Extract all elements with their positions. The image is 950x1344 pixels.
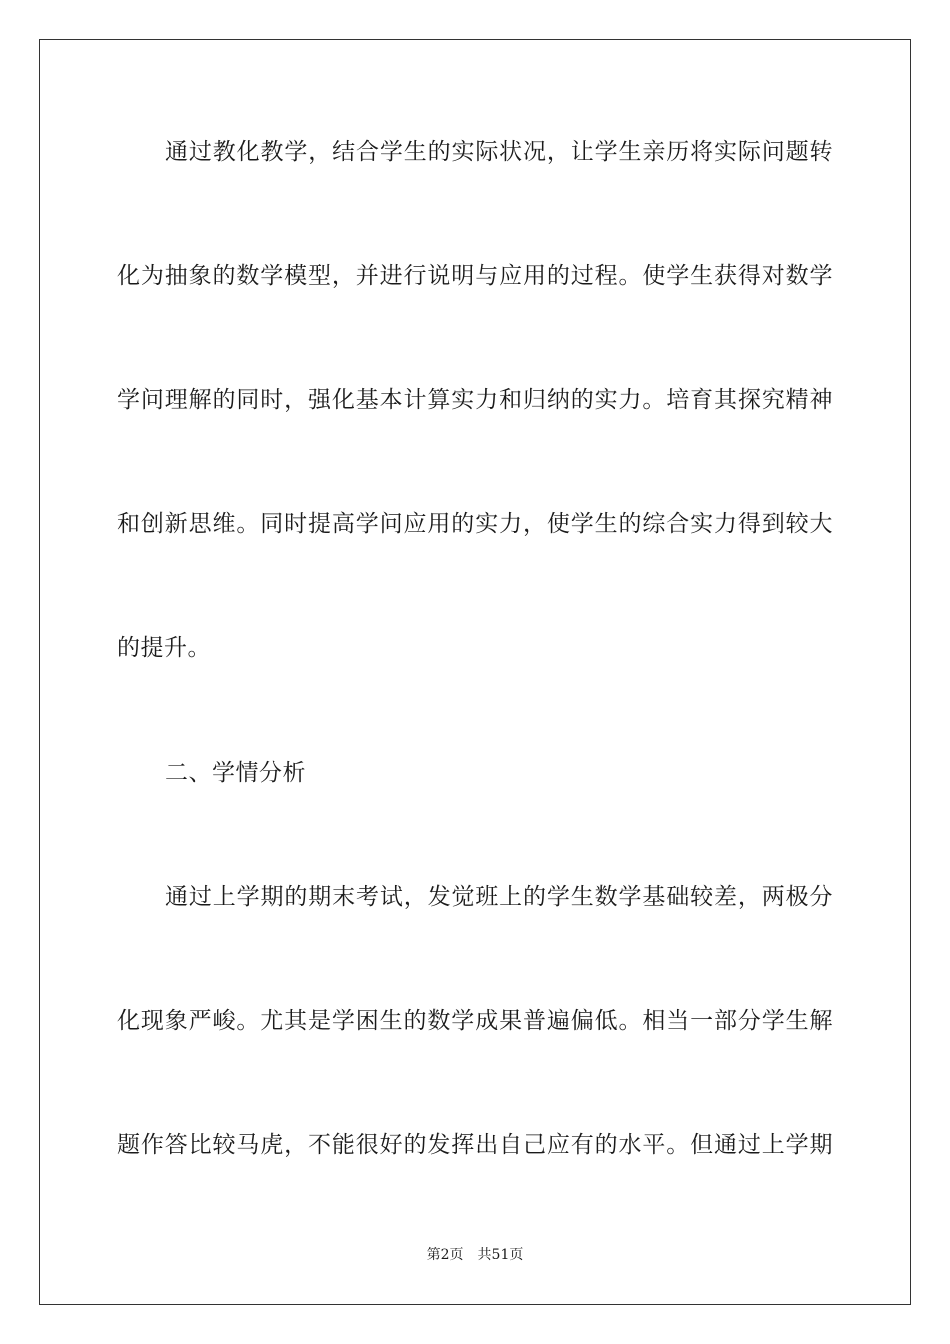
paragraph-line: 通过上学期的期末考试，发觉班上的学生数学基础较差，两极分 — [165, 884, 833, 910]
page-number: 第2页 — [426, 1247, 464, 1263]
paragraph-line: 化为抽象的数学模型，并进行说明与应用的过程。使学生获得对数学 — [117, 263, 833, 289]
section-heading: 二、学情分析 — [165, 760, 306, 786]
paragraph-line: 化现象严峻。尤其是学困生的数学成果普遍偏低。相当一部分学生解 — [117, 1008, 833, 1034]
page-border — [39, 39, 911, 1305]
paragraph-line: 和创新思维。同时提高学问应用的实力，使学生的综合实力得到较大 — [117, 511, 833, 537]
paragraph-line: 题作答比较马虎，不能很好的发挥出自己应有的水平。但通过上学期 — [117, 1132, 833, 1158]
page-footer — [0, 1246, 950, 1264]
paragraph-line: 学问理解的同时，强化基本计算实力和归纳的实力。培育其探究精神 — [117, 387, 833, 413]
paragraph-line: 通过教化教学，结合学生的实际状况，让学生亲历将实际问题转 — [165, 139, 833, 165]
paragraph-line: 的提升。 — [117, 635, 211, 661]
total-pages: 共51页 — [477, 1247, 524, 1263]
